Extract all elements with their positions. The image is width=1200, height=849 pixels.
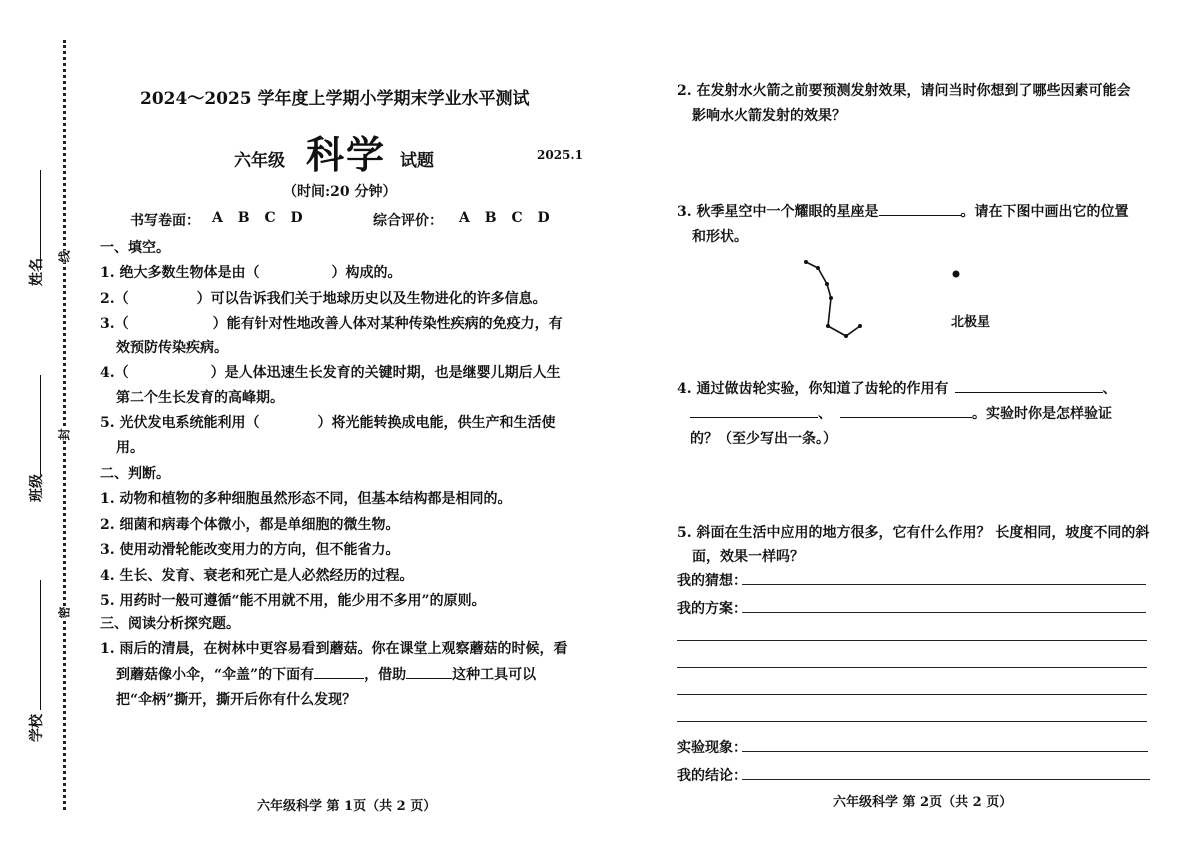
fill-question-3: 3.（ ）能有针对性地改善人体对某种传染性疾病的免疫力，有 [100,316,563,332]
exam-date: 2025.1 [537,148,583,162]
big-dipper-lines [806,262,860,336]
star-4 [829,296,833,300]
section-1-title: 一、填空。 [100,240,170,256]
exam-header-title: 2024～2025 学年度上学期小学期末学业水平测试 [140,89,530,109]
guess-answer-line[interactable] [742,584,1146,585]
overall-option-a[interactable]: A [459,210,470,226]
seal-char-secret: 密 [57,606,72,619]
judge-question-4[interactable]: 4. 生长、发育、衰老和死亡是人必然经历的过程。 [100,568,414,584]
exam-time: （时间:20 分钟） [283,184,397,200]
writing-grade-options[interactable] [212,210,303,226]
class-field[interactable] [40,375,41,475]
section-2-title: 二、判断。 [100,466,170,482]
judge-question-1[interactable]: 1. 动物和植物的多种细胞虽然形态不同，但基本结构都是相同的。 [100,491,512,507]
school-label: 学校 [29,714,45,742]
name-label: 姓名 [29,258,45,286]
plan-answer-line-4[interactable] [677,694,1147,695]
polaris-star [953,271,960,278]
question-5: 5. 斜面在生活中应用的地方很多，它有什么作用？ 长度相同，坡度不同的斜 [677,525,1150,541]
answer-blank-gear-3[interactable] [840,417,972,418]
question-5-cont: 面，效果一样吗？ [692,549,804,565]
subject-title: 科学 [306,132,387,177]
fill-question-5: 5. 光伏发电系统能利用（ ）将光能转换成电能，供生产和生活使 [100,415,556,431]
star-7 [858,324,862,328]
question-2-cont: 影响水火箭发射的效果？ [692,108,846,124]
fill-question-3-cont: 效预防传染疾病。 [116,340,228,356]
overall-option-c[interactable]: C [511,210,523,226]
polaris-label: 北极星 [951,315,991,330]
question-2: 2. 在发射水火箭之前要预测发射效果，请问当时你想到了哪些因素可能会 [677,83,1131,99]
fill-question-1: 1. 绝大多数生物体是由（ ）构成的。 [100,265,402,281]
star-5 [826,324,830,328]
answer-blank-3-1b[interactable] [406,678,452,679]
fill-question-4: 4.（ ）是人体迅速生长发育的关键时期，也是继婴儿期后人生 [100,365,561,381]
paper-word: 试题 [400,151,434,171]
name-field[interactable] [40,170,41,270]
star-6 [844,334,848,338]
school-field[interactable] [40,580,41,710]
plan-answer-line-2[interactable] [677,640,1147,641]
page-2-footer: 六年级科学 第 2页（共 2 页） [833,795,1013,810]
judge-question-2[interactable]: 2. 细菌和病毒个体微小，都是单细胞的微生物。 [100,517,400,533]
section-3-title: 三、阅读分析探究题。 [100,616,240,632]
fill-question-5-cont: 用。 [116,440,144,456]
grade-option-a[interactable]: A [212,210,223,226]
class-label: 班级 [29,474,45,502]
seal-char-line: 线 [57,250,72,263]
grade-option-c[interactable]: C [264,210,276,226]
judge-question-3[interactable]: 3. 使用动滑轮能改变用力的方向，但不能省力。 [100,542,400,558]
guess-label: 我的猜想： [677,573,747,589]
binding-dotted-line [63,40,66,810]
star-2 [816,266,820,270]
star-3 [825,282,829,286]
plan-answer-line-3[interactable] [677,667,1147,668]
inquiry-question-1: 1. 雨后的清晨，在树林中更容易看到蘑菇。你在课堂上观察蘑菇的时候，看 [100,641,568,657]
question-3-cont: 和形状。 [692,229,748,245]
grade-label: 六年级 [234,151,285,171]
inquiry-question-1-line2: 到蘑菇像小伞，“伞盖”的下面有 ，借助 这种工具可以 [116,667,537,683]
phenomenon-answer-line[interactable] [742,751,1148,752]
overall-grade-label: 综合评价： [373,213,443,229]
inquiry-question-1-line3: 把“伞柄”撕开，撕开后你有什么发现？ [116,692,357,708]
grade-option-b[interactable]: B [237,210,250,226]
fill-question-2: 2.（ ）可以告诉我们关于地球历史以及生物进化的许多信息。 [100,291,547,307]
plan-answer-line-5[interactable] [677,721,1147,722]
fill-question-4-cont: 第二个生长发育的高峰期。 [116,390,284,406]
question-4-line3: 的？（至少写出一条。） [690,431,837,447]
plan-label: 我的方案： [677,601,747,617]
big-dipper-diagram[interactable] [790,250,980,350]
overall-grade-options[interactable] [459,210,550,226]
grade-option-d[interactable]: D [290,210,303,226]
star-1 [804,260,808,264]
overall-option-d[interactable]: D [537,210,550,226]
question-3: 3. 秋季星空中一个耀眼的星座是 。请在下图中画出它的位置 [677,204,1129,220]
answer-blank-3-1a[interactable] [314,678,364,679]
answer-blank-gear-2[interactable] [690,417,818,418]
plan-answer-line-1[interactable] [742,612,1146,613]
seal-char-seal: 封 [57,428,72,441]
conclusion-label: 我的结论： [677,768,747,784]
judge-question-5[interactable]: 5. 用药时一般可遵循“能不用就不用，能少用不多用”的原则。 [100,593,486,609]
answer-blank-constellation[interactable] [879,215,961,216]
writing-grade-label: 书写卷面： [130,213,200,229]
question-4: 4. 通过做齿轮实验，你知道了齿轮的作用有 、 [677,381,1117,397]
page-1-footer: 六年级科学 第 1页（共 2 页） [257,799,437,814]
phenomenon-label: 实验现象： [677,740,747,756]
question-4-line2: 、 。实验时你是怎样验证 [690,403,1112,423]
conclusion-answer-line[interactable] [742,779,1150,780]
overall-option-b[interactable]: B [484,210,497,226]
answer-blank-gear-1[interactable] [955,392,1103,393]
